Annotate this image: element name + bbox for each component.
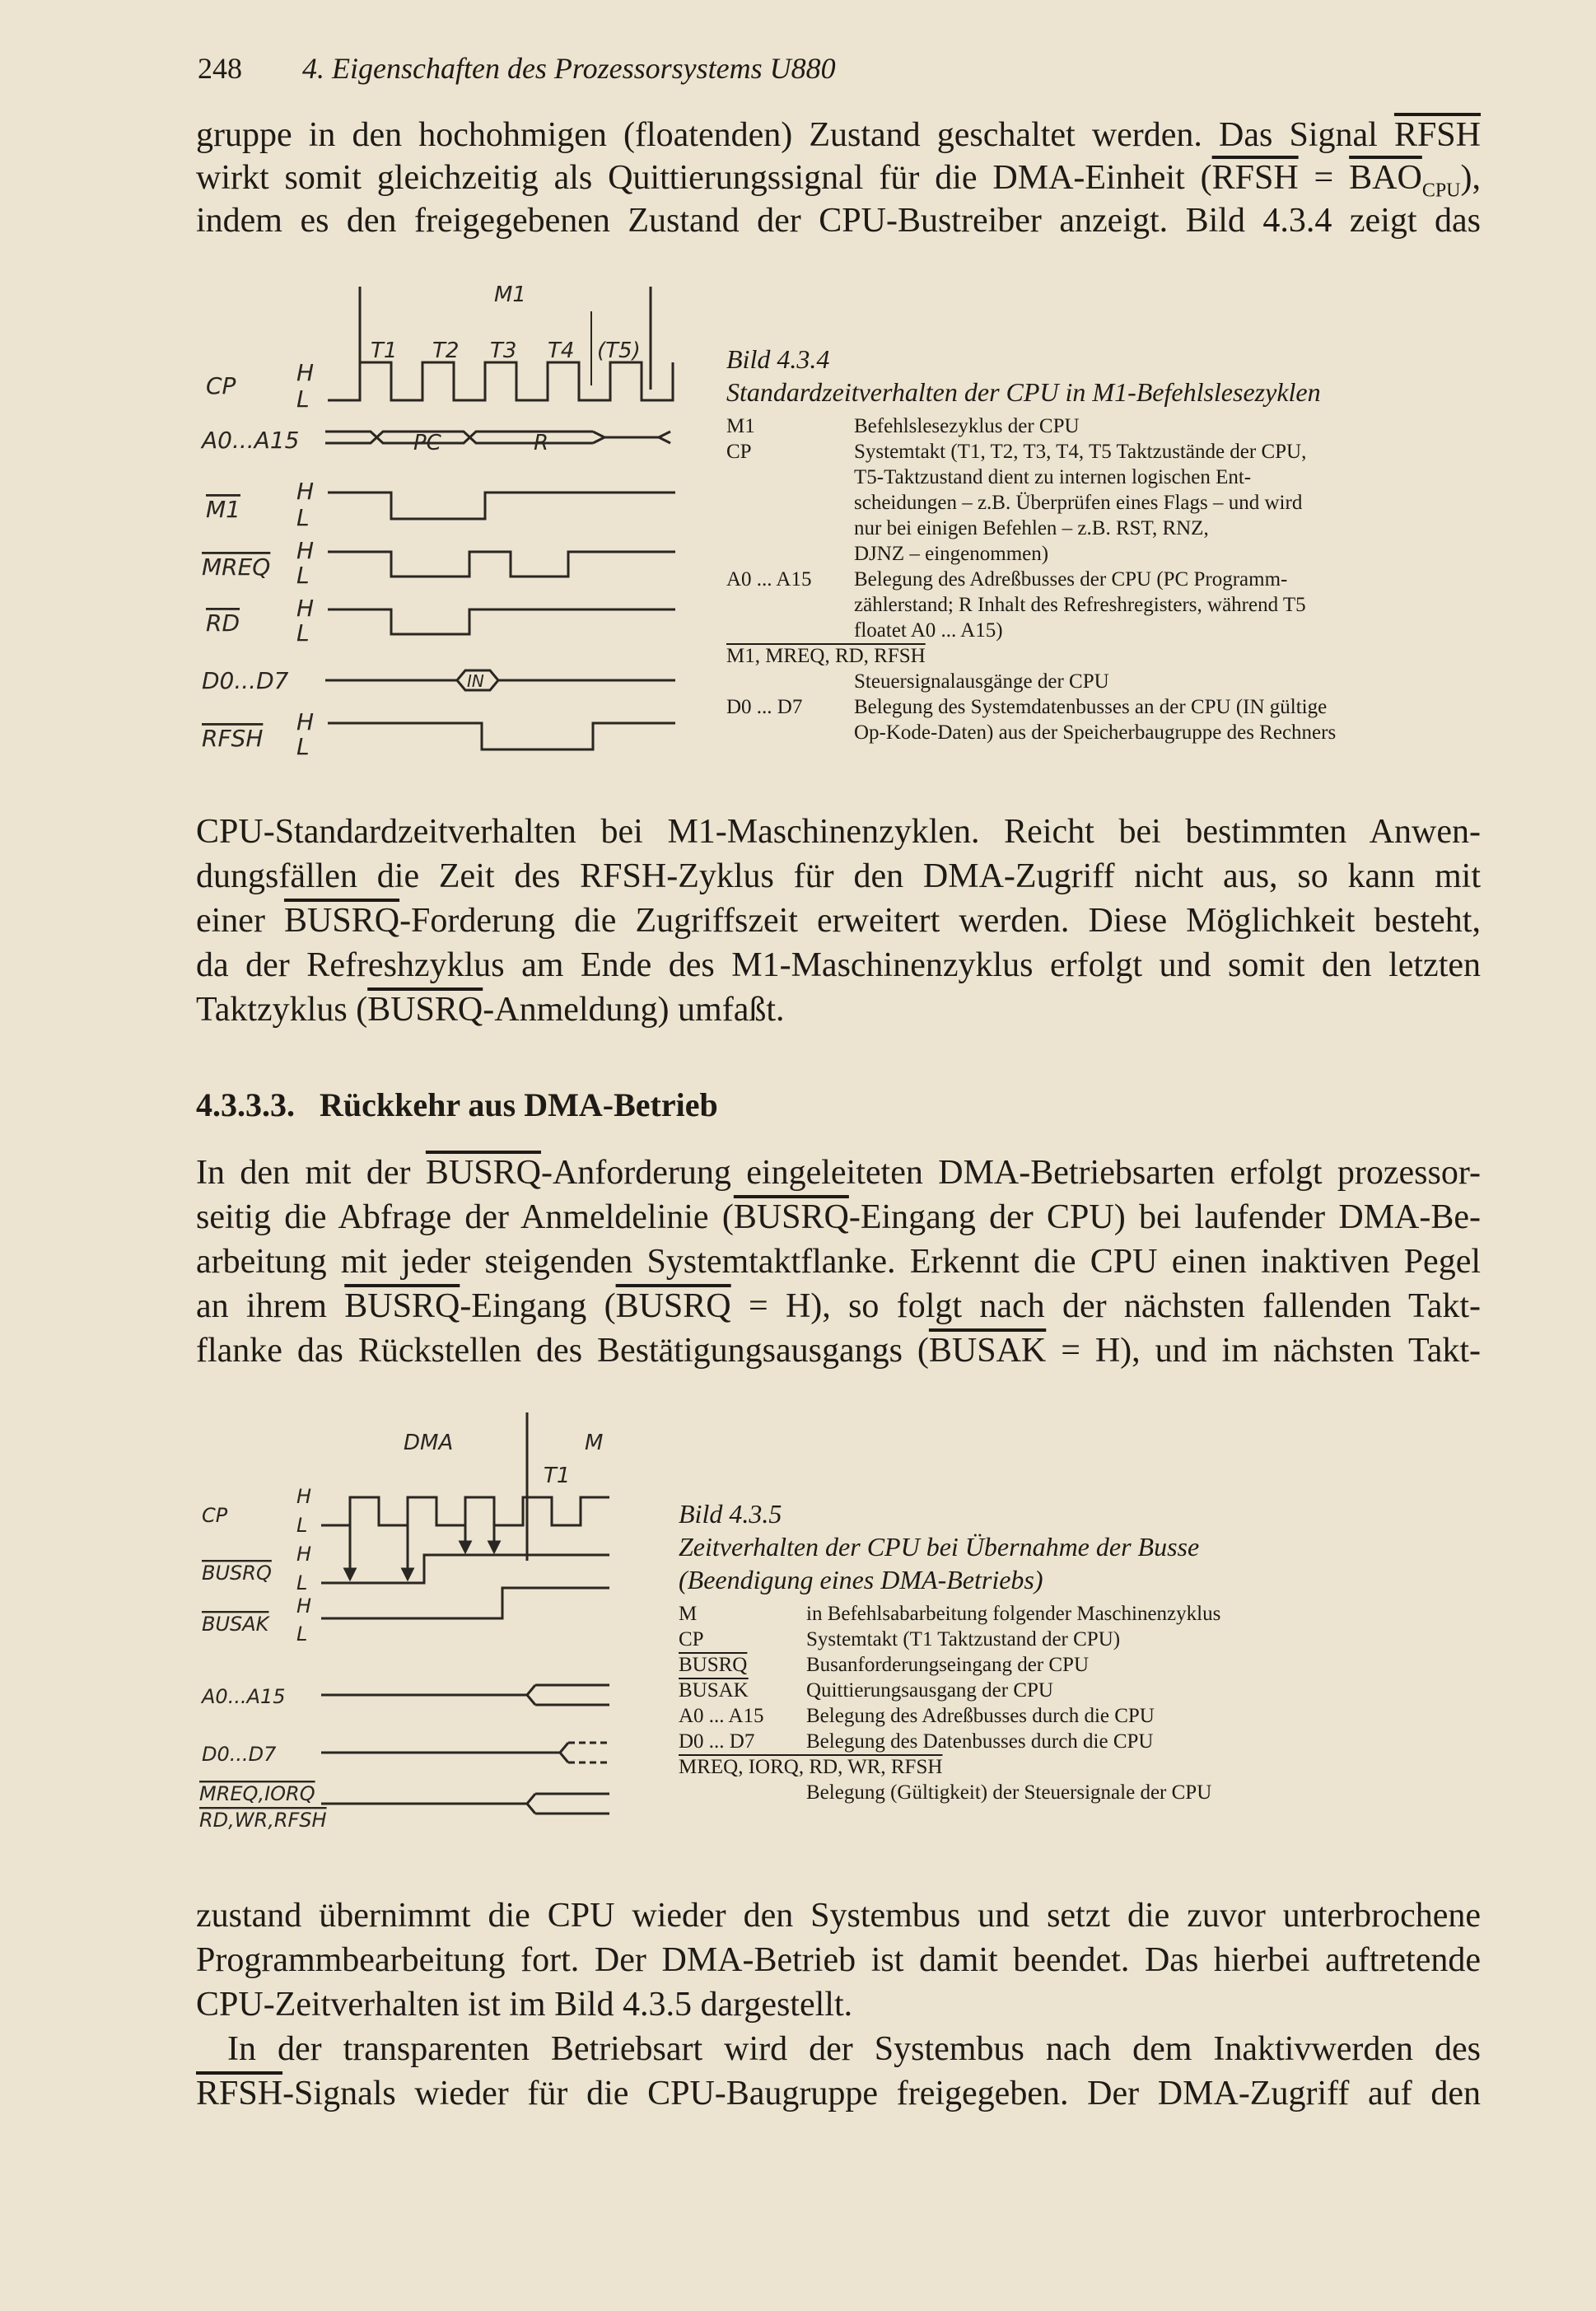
label-t4: T4 — [548, 338, 575, 363]
text-line: arbeitung mit jeder steigenden Systemtaktflanke. Erkennt die CPU einen inaktiven Pegel — [196, 1243, 1481, 1281]
caption-title: Bild 4.3.4 Standardzeitverhalten der CPU in M1-Befehlslesezyklen — [726, 344, 1321, 407]
label-m1-cycle: M1 — [494, 282, 526, 307]
text-line: Programmbearbeitung fort. Der DMA-Betrieb ist damit beendet. Das hierbei auftretende — [196, 1941, 1481, 1979]
svg-text:H: H — [296, 478, 315, 505]
svg-text:L: L — [296, 733, 310, 760]
timing-diagram-m1 — [198, 278, 692, 773]
label-t1: T1 — [371, 338, 398, 363]
svg-text:L: L — [296, 562, 310, 589]
svg-text:L: L — [296, 1514, 308, 1537]
legend-row: D0 ... D7 Belegung des Systemdatenbusses an der CPU (IN gültige — [726, 696, 1328, 718]
sig-addr: A0...A15 — [202, 1685, 286, 1708]
section-heading: 4.3.3.3. Rückkehr aus DMA-Betrieb — [196, 1086, 718, 1123]
figure-caption-435: Bild 4.3.5 Zeitverhalten der CPU bei Übernahme der Busse (Beendigung eines DMA-Betriebs) M in Befehlsabarbeitung folgender Maschinenzyklus CP Systemtakt (T1 Taktzustand der CPU) BUSRQ Busanforderungseingang der CPU BUSAK Quittierungsausgang der CPU A0 ... A15 Belegung des Adreßbusses durch die CPU D0 ... D7 Belegung des Datenbusses durch die CPU MREQ, IORQ, RD, WR, RFSH Belegung (Gültigkeit) der Steuersignale der CPU — [679, 1497, 1436, 1805]
label-t3: T3 — [490, 338, 517, 363]
text-line: indem es den freigegebenen Zustand der CPU-Bustreiber anzeigt. Bild 4.3.4 zeigt das — [196, 202, 1481, 240]
page-header — [198, 51, 836, 86]
legend-row: D0 ... D7 Belegung des Datenbusses durch die CPU — [679, 1730, 1154, 1753]
running-title: 4. Eigenschaften des Prozessorsystems U880 — [302, 52, 836, 85]
legend-row: M1 Befehlslesezyklus der CPU — [726, 415, 1080, 437]
legend-row: A0 ... A15 Belegung des Adreßbusses durch die CPU — [679, 1705, 1155, 1727]
svg-text:H: H — [296, 595, 315, 622]
svg-text:H: H — [296, 1485, 312, 1508]
legend-row: BUSAK Quittierungsausgang der CPU — [679, 1679, 1053, 1702]
page-number: 248 — [198, 52, 242, 85]
sig-mreq: MREQ — [202, 553, 271, 581]
svg-text:H: H — [296, 1594, 312, 1618]
svg-text:H: H — [296, 708, 315, 735]
text-line: da der Refreshzyklus am Ende des M1-Maschinenzyklus erfolgt und somit den letzten — [196, 946, 1481, 984]
legend-row: BUSRQ Busanforderungseingang der CPU — [679, 1654, 1089, 1676]
text-line: wirkt somit gleichzeitig als Quittierungssignal für die DMA-Einheit (RFSH = $\overline{BAO}_{CPU}$), — [196, 159, 1482, 202]
text-line: CPU-Standardzeitverhalten bei M1-Maschinenzyklen. Reicht bei bestimmten Anwen- — [196, 813, 1481, 851]
text-line: In den mit der BUSRQ-Anforderung eingeleiteten DMA-Betriebsarten erfolgt prozessor- — [196, 1154, 1481, 1192]
sig-cp: CP — [206, 372, 236, 399]
sig-data: D0...D7 — [202, 1743, 277, 1766]
label-m: M — [585, 1431, 604, 1455]
sig-ctrl2: RD,WR,RFSH — [199, 1809, 327, 1832]
sig-addr: A0...A15 — [202, 427, 300, 454]
figure-caption-434: Bild 4.3.4 Standardzeitverhalten der CPU in M1-Befehlslesezyklen M1 Befehlslesezyklus der CPU CP Systemtakt (T1, T2, T3, T4, T5 Taktzustände der CPU, T5-Taktzustand dient zu internen logischen Ent- scheidungen – z.B. Überprüfen eines Flags – und wird nur bei einigen Befehlen – z.B. RST, RNZ, DJNZ – eingenommen) A0 ... A15 Belegung des Adreßbusses der CPU (PC Programm- zählerstand; R Inhalt des Refreshregisters, während T5 floatet A0 ... A15) M1, MREQ, RD, RFSH Steuersignalausgänge der CPU D0 ... D7 Belegung des Systemdatenbusses an der CPU (IN gültige Op-Kode-Daten) aus der Speicherbaugruppe des Rechners — [726, 343, 1468, 745]
sig-cp: CP — [202, 1504, 228, 1527]
sig-ctrl1: MREQ,IORQ — [199, 1782, 315, 1805]
label-r: R — [534, 431, 549, 455]
sig-data: D0...D7 — [202, 667, 289, 694]
svg-text:L: L — [296, 1571, 308, 1594]
sig-busak: BUSAK — [202, 1613, 269, 1636]
text-line: einer BUSRQ-Forderung die Zugriffszeit erweitert werden. Diese Möglichkeit besteht, — [196, 902, 1481, 940]
label-in: IN — [467, 671, 484, 691]
svg-text:H: H — [296, 1543, 312, 1566]
text-line: zustand übernimmt die CPU wieder den Systembus und setzt die zuvor unterbrochene — [196, 1897, 1481, 1935]
legend-row: CP Systemtakt (T1 Taktzustand der CPU) — [679, 1628, 1121, 1650]
timing-diagram-dma — [198, 1400, 659, 1861]
label-t2: T2 — [432, 338, 460, 363]
level-h: H — [296, 359, 315, 386]
legend-ctrl-symbols: MREQ, IORQ, RD, WR, RFSH — [679, 1756, 943, 1778]
legend-row: CP Systemtakt (T1, T2, T3, T4, T5 Taktzustände der CPU, — [726, 441, 1307, 463]
text-line: dungsfällen die Zeit des RFSH-Zyklus für den DMA-Zugriff nicht aus, so kann mit — [196, 857, 1481, 895]
label-dma: DMA — [404, 1431, 454, 1455]
svg-text:H: H — [296, 537, 315, 564]
sig-rfsh: RFSH — [202, 725, 264, 752]
text-line: seitig die Abfrage der Anmeldelinie (BUSRQ-Eingang der CPU) bei laufender DMA-Be- — [196, 1198, 1481, 1236]
legend-ctrl-symbols: M1, MREQ, RD, RFSH — [726, 645, 926, 667]
text-line: gruppe in den hochohmigen (floatenden) Zustand geschaltet werden. Das Signal RFSH — [196, 116, 1481, 154]
svg-text:L: L — [296, 619, 310, 647]
text-line: CPU-Zeitverhalten ist im Bild 4.3.5 dargestellt. — [196, 1986, 853, 2024]
svg-text:L: L — [296, 504, 310, 531]
sig-rd: RD — [206, 609, 240, 637]
text-line: an ihrem BUSRQ-Eingang (BUSRQ = H), so folgt nach der nächsten fallenden Takt- — [196, 1287, 1481, 1325]
text-line: flanke das Rückstellen des Bestätigungsausgangs (BUSAK = H), und im nächsten Takt- — [196, 1332, 1481, 1370]
level-l: L — [296, 385, 310, 413]
sig-m1: M1 — [206, 496, 240, 523]
text-line: RFSH-Signals wieder für die CPU-Baugruppe freigegeben. Der DMA-Zugriff auf den — [196, 2075, 1481, 2113]
sig-busrq: BUSRQ — [202, 1562, 272, 1585]
legend-row: A0 ... A15 Belegung des Adreßbusses der CPU (PC Programm- — [726, 568, 1288, 591]
label-t5: (T5) — [597, 338, 641, 363]
label-pc: PC — [413, 431, 441, 455]
text-line: In der transparenten Betriebsart wird der Systembus nach dem Inaktivwerden des — [227, 2030, 1481, 2068]
svg-text:L: L — [296, 1622, 308, 1646]
text-line: Taktzyklus (BUSRQ-Anmeldung) umfaßt. — [196, 991, 785, 1029]
legend-row: M in Befehlsabarbeitung folgender Maschinenzyklus — [679, 1603, 1221, 1625]
label-t1: T1 — [544, 1464, 571, 1488]
caption-title: Bild 4.3.5 Zeitverhalten der CPU bei Übernahme der Busse (Beendigung eines DMA-Betriebs) — [679, 1499, 1200, 1594]
